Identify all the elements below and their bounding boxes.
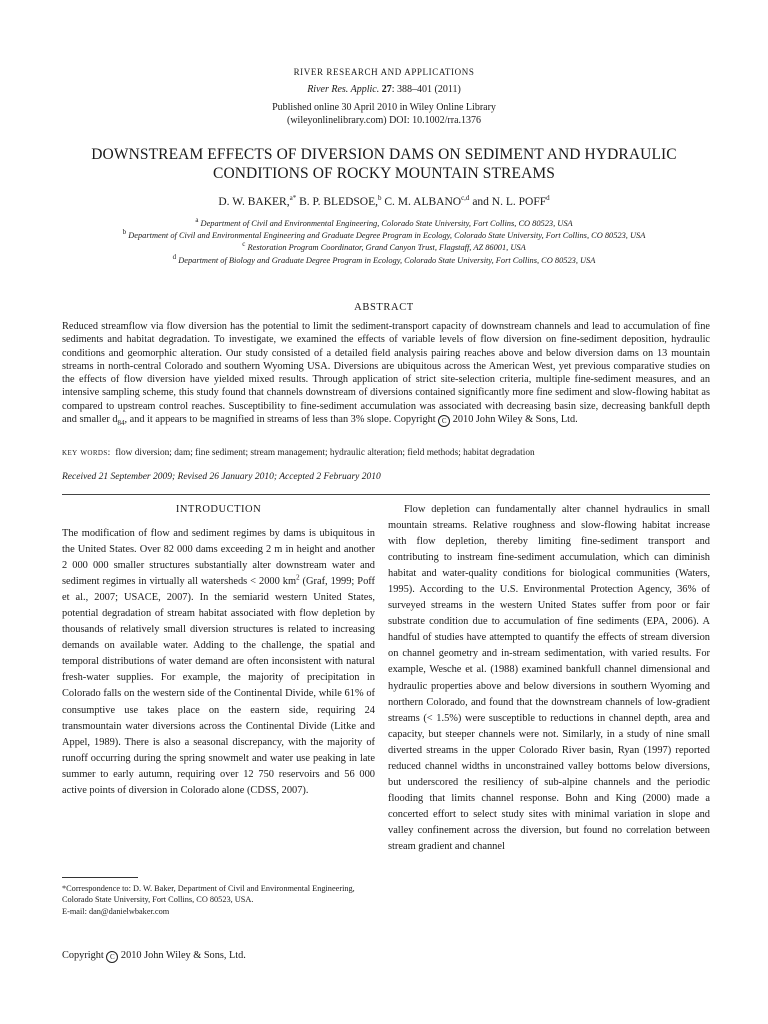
received-dates: Received 21 September 2009; Revised 26 January 2010; Accepted 2 February 2010 xyxy=(62,472,381,482)
affiliations xyxy=(0,218,768,267)
title-line-2: CONDITIONS OF ROCKY MOUNTAIN STREAMS xyxy=(213,165,555,182)
author-bledsoe: B. P. BLEDSOE, xyxy=(296,196,379,208)
journal-name: RIVER RESEARCH AND APPLICATIONS xyxy=(293,67,475,77)
publication-info xyxy=(0,101,768,127)
author-baker: D. W. BAKER, xyxy=(218,196,290,208)
affiliation-b: $^b$ Department of Civil and Environmental Engineering and Graduate Degree Program in Ecology, Colorado State University, Fort Collins, CO 80523, USA xyxy=(122,228,646,241)
section-divider xyxy=(62,494,710,495)
author-list xyxy=(0,196,768,208)
page-copyright: Copyright C 2010 John Wiley & Sons, Ltd. xyxy=(62,950,246,961)
left-column xyxy=(62,526,375,799)
published-online-line: Published online 30 April 2010 in Wiley Online Library xyxy=(272,102,496,113)
author-albano-sup: c,d xyxy=(461,194,470,203)
keywords-text: flow diversion; dam; fine sediment; stream management; hydraulic alteration; field methods; habitat degradation xyxy=(115,448,535,458)
abstract-text: Reduced streamflow via flow diversion has the potential to limit the sediment-transport capacity of downstream channels and lead to accumulation of fine sediments and habitat degradation. To investigate, we examined the effects of variable levels of flow diversion on fine-sediment deposition, hydraulic conditions and geomorphic alteration. Our study consisted of a detailed field analysis pairing reaches above and below diversion dams on 13 mountain streams in north-central Colorado and southern Wyoming USA. Diversions are ubiquitous across the American West, yet previous comparative studies on the effects of flow diversion have yielded mixed results. Through application of strict site-selection criteria, multiple fine-sediment measures, and an intensive sampling scheme, this study found that channels downstream of diversions contained significantly more fine sediment and slow-flowing habitat as compared to upstream control reaches. Susceptibility to fine-sediment accumulation was associated with decreasing basin size, decreasing bankfull depth and smaller $d_{84}$, and it appears to be magnified in streams of less than 3% slope. Copyright C 2010 John Wiley & Sons, Ltd. xyxy=(62,321,710,428)
author-poff-sup: d xyxy=(546,194,550,203)
intro-paragraph-1: The modification of flow and sediment regimes by dams is ubiquitous in the United States. Over 82 000 dams exceeding 2 m in height and another 2 000 000 smaller structures substantially alter downstream water and sediment regimes in virtually all watersheds < 2000 $km^2$ (Graf, 1999; Poff et al., 2007; USACE, 2007). In the semiarid western United States, potential degradation of stream habitat associated with flow depletion by thousands of relatively small diversion structures is related to increasing demands on available water. Adding to the challenge, the spatial and temporal distributions of water demand are often inconsistent with natural fresh-water supplies. For example, the majority of precipitation in Colorado falls on the western side of the Continental Divide, while 61% of consumptive use takes place on the eastern side, requiring 24 transmountain water diversions across the Continental Divide (Litke and Appel, 1989). There is also a seasonal discrepancy, with the majority of runoff occurring during the spring snowmelt and water use peaking in late summer to early autumn, requiring over 12 750 reservoirs and 56 000 active points of diversion in Colorado alone (CDSS, 2007). xyxy=(62,528,375,796)
copyright-icon: C xyxy=(106,951,118,963)
copyright-icon: C xyxy=(438,415,450,427)
author-baker-sup: a* xyxy=(289,194,297,203)
footnote-divider xyxy=(62,877,138,878)
doi-line: (wileyonlinelibrary.com) DOI: 10.1002/rra.1376 xyxy=(286,115,482,126)
keywords xyxy=(62,448,710,458)
correspondence-footnote: *Correspondence to: D. W. Baker, Department of Civil and Environmental Engineering, Colorado State University, Fort Collins, CO 80523, USA. E-mail: dan@danielwbaker.com xyxy=(62,883,375,917)
author-email: E-mail: dan@danielwbaker.com xyxy=(62,906,170,916)
journal-abbrev: River Res. Applic. xyxy=(307,84,380,95)
author-poff: and N. L. POFF xyxy=(469,196,547,208)
affiliation-a: $^a$ Department of Civil and Environmental Engineering, Colorado State University, Fort Collins, CO 80523, USA xyxy=(195,216,573,228)
right-column xyxy=(388,502,710,855)
author-bledsoe-sup: b xyxy=(378,194,382,203)
journal-volume: 27 xyxy=(381,84,392,95)
affiliation-c: $^c$ Restoration Program Coordinator, Grand Canyon Trust, Flagstaff, AZ 86001, USA xyxy=(242,240,526,253)
title-line-1: DOWNSTREAM EFFECTS OF DIVERSION DAMS ON SEDIMENT AND HYDRAULIC xyxy=(91,146,677,163)
keywords-label: key words: xyxy=(62,448,111,458)
affiliation-d: $^d$ Department of Biology and Graduate Degree Program in Ecology, Colorado State University, Fort Collins, CO 80523, USA xyxy=(172,252,596,265)
introduction-heading: INTRODUCTION xyxy=(175,504,262,515)
article-title xyxy=(0,145,768,183)
abstract-heading: ABSTRACT xyxy=(354,302,414,313)
journal-pages: : 388–401 (2011) xyxy=(391,84,461,95)
intro-paragraph-2: Flow depletion can fundamentally alter channel hydraulics in small mountain streams. Relative roughness and slow-flowing habitat increase with flow depletion, thereby limiting fine-sediment transport and contributing to instream fine-sediment accumulation, which can diminish habitat and water-quality conditions for biological communities (Waters, 1995). According to the U.S. Environmental Protection Agency, 36% of surveyed streams in the western United States suffer from poor or fair substrate condition due to accumulation of fine sediments (EPA, 2006). A handful of studies have attempted to quantify the effects of stream diversion on channel geometry and in-stream sedimentation, with varied results. For example, Wesche et al. (1988) examined bankfull channel dimensional and hydraulic properties above and below diversions in southern Wyoming and northern Colorado, and found that the downstream channels of low-gradient streams (< 1.5%) were susceptible to reductions in channel depth, area and capacity, but steeper channels were not. Similarly, in a study of nine small diverted streams in the upper Colorado River basin, Ryan (1997) reported reduced channel widths in unconstrained valley bottoms below diversions, but underscored the resiliency of sub-alpine channels and the periodic flooding that limits channel response. Bohn and King (2000) made a concerted effort to select study sites with minimal variation in slope and valley confinement across the diversion, but found no correlation between stream gradient and channel xyxy=(388,504,710,852)
journal-citation xyxy=(0,84,768,95)
author-albano: C. M. ALBANO xyxy=(381,196,462,208)
